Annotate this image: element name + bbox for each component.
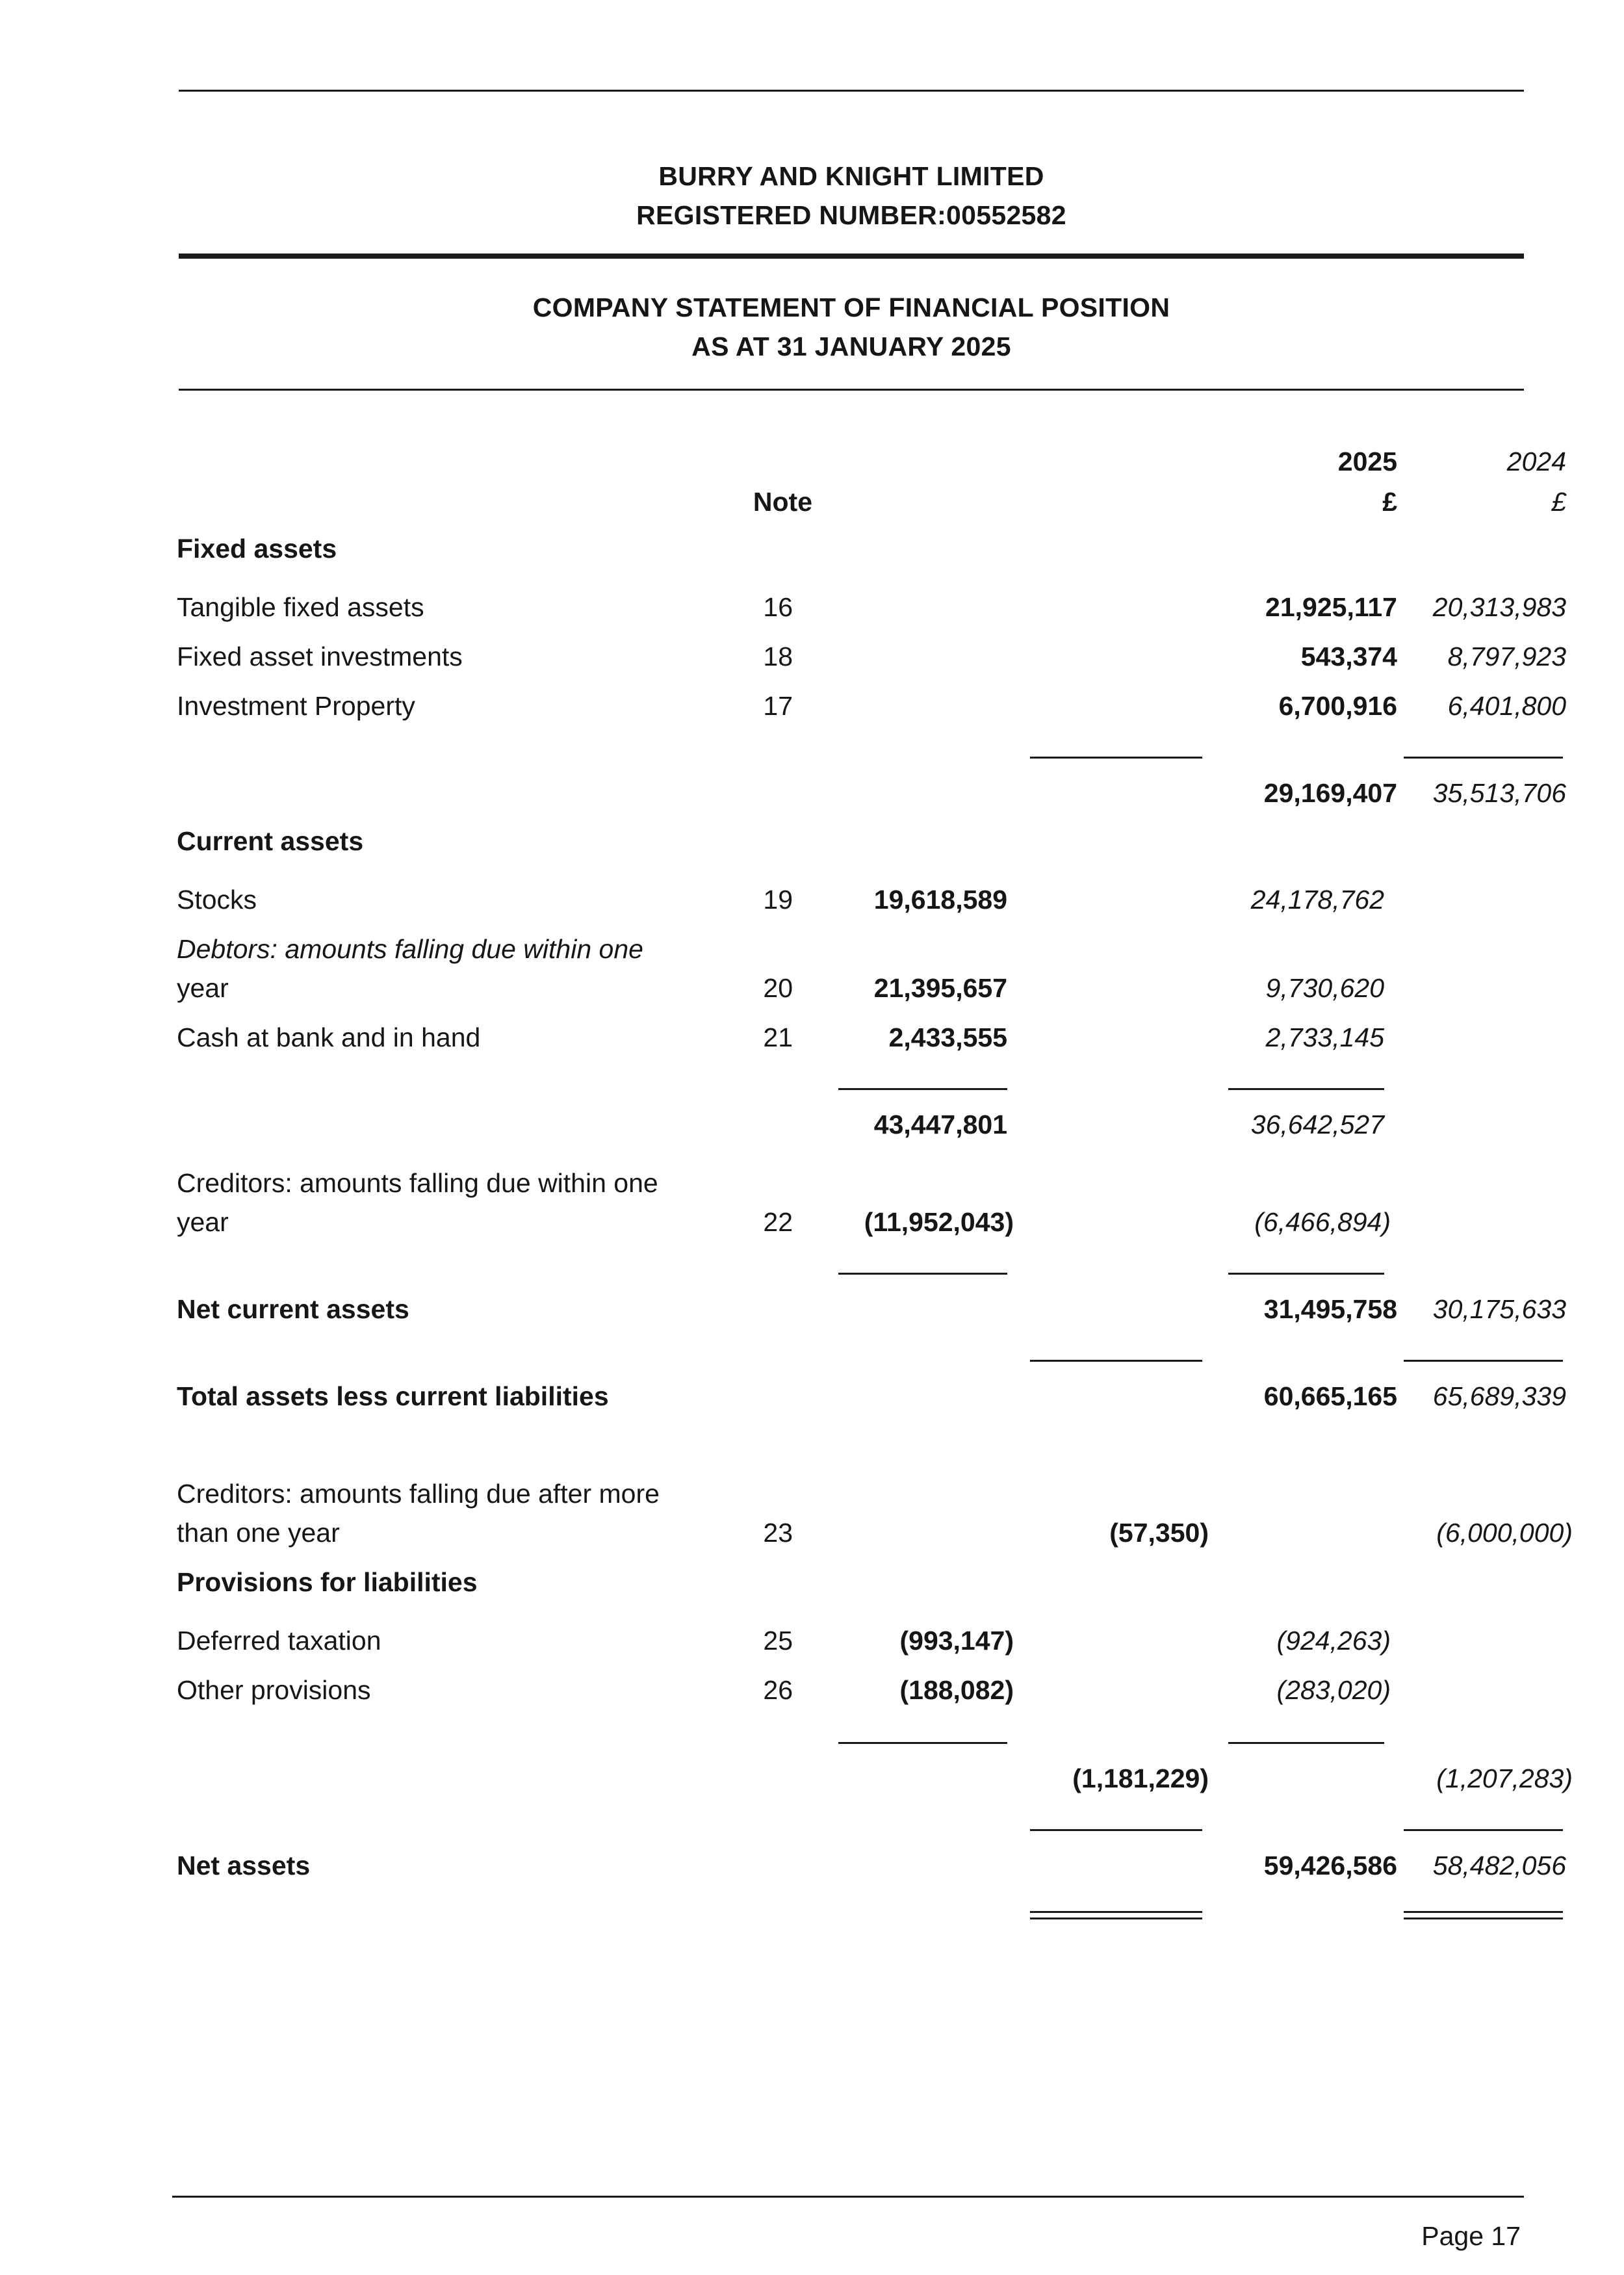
current-assets-underline-2025 bbox=[838, 1088, 1007, 1090]
stocks-note: 19 bbox=[763, 885, 793, 915]
creditors-within-2024: (6,466,894) bbox=[1254, 1207, 1391, 1237]
page-number: Page 17 bbox=[1421, 2221, 1521, 2251]
creditors-after-2025: (57,350) bbox=[1109, 1518, 1209, 1548]
creditors-after-note: 23 bbox=[763, 1518, 793, 1548]
investment-property-2025: 6,700,916 bbox=[1278, 691, 1397, 721]
net-current-assets-2025: 31,495,758 bbox=[1263, 1294, 1397, 1324]
current-assets-total-2025: 43,447,801 bbox=[873, 1110, 1007, 1139]
investment-property-2024: 6,401,800 bbox=[1447, 691, 1566, 721]
fixed-assets-total-2025: 29,169,407 bbox=[1263, 778, 1397, 808]
creditors-after-label-line2: than one year bbox=[177, 1518, 340, 1548]
statement-date: AS AT 31 JANUARY 2025 bbox=[691, 332, 1011, 361]
creditors-within-underline-2025 bbox=[838, 1273, 1007, 1275]
currency-prior: £ bbox=[1551, 487, 1566, 517]
tangible-fixed-assets-note: 16 bbox=[763, 592, 793, 622]
creditors-within-2025: (11,952,043) bbox=[864, 1207, 1014, 1237]
net-assets-double-underline-2024-b bbox=[1404, 1918, 1563, 1919]
net-assets-2025: 59,426,586 bbox=[1263, 1851, 1397, 1880]
other-provisions-2024: (283,020) bbox=[1276, 1675, 1391, 1705]
fixed-assets-heading: Fixed assets bbox=[177, 534, 337, 564]
stocks-2024: 24,178,762 bbox=[1250, 885, 1384, 915]
other-provisions-note: 26 bbox=[763, 1675, 793, 1705]
deferred-taxation-label: Deferred taxation bbox=[177, 1626, 381, 1656]
year-current-heading: 2025 bbox=[1337, 447, 1397, 476]
header-thick-rule bbox=[179, 254, 1524, 259]
footer-rule bbox=[172, 2196, 1524, 2198]
investment-property-note: 17 bbox=[763, 691, 793, 721]
tangible-fixed-assets-label: Tangible fixed assets bbox=[177, 592, 424, 622]
provisions-underline-2025 bbox=[838, 1742, 1007, 1744]
fixed-asset-investments-note: 18 bbox=[763, 642, 793, 671]
debtors-note: 20 bbox=[763, 973, 793, 1003]
provisions-total-2025: (1,181,229) bbox=[1072, 1763, 1209, 1793]
creditors-within-label-line2: year bbox=[177, 1207, 229, 1237]
cash-2024: 2,733,145 bbox=[1265, 1022, 1384, 1052]
fixed-assets-total-2024: 35,513,706 bbox=[1432, 778, 1566, 808]
debtors-label-line1: Debtors: amounts falling due within one bbox=[177, 934, 643, 964]
total-assets-less-cl-label: Total assets less current liabilities bbox=[177, 1381, 609, 1411]
creditors-within-underline-2024 bbox=[1228, 1273, 1384, 1275]
current-assets-heading: Current assets bbox=[177, 826, 364, 856]
net-assets-top-underline-2024 bbox=[1404, 1829, 1563, 1831]
net-assets-double-underline-2024-a bbox=[1404, 1911, 1563, 1913]
cash-2025: 2,433,555 bbox=[888, 1022, 1007, 1052]
currency-current: £ bbox=[1382, 487, 1397, 517]
year-prior-heading: 2024 bbox=[1506, 447, 1566, 476]
fixed-assets-underline-2025 bbox=[1030, 757, 1202, 759]
stocks-label: Stocks bbox=[177, 885, 257, 915]
registered-number: REGISTERED NUMBER:00552582 bbox=[636, 200, 1066, 230]
net-current-assets-label: Net current assets bbox=[177, 1294, 409, 1324]
net-current-underline-2025 bbox=[1030, 1360, 1202, 1362]
statement-title: COMPANY STATEMENT OF FINANCIAL POSITION bbox=[532, 292, 1170, 322]
provisions-heading: Provisions for liabilities bbox=[177, 1567, 478, 1597]
fixed-asset-investments-2024: 8,797,923 bbox=[1447, 642, 1566, 671]
debtors-2025: 21,395,657 bbox=[873, 973, 1007, 1003]
net-assets-label: Net assets bbox=[177, 1851, 311, 1880]
stocks-2025: 19,618,589 bbox=[873, 885, 1007, 915]
cash-note: 21 bbox=[763, 1022, 793, 1052]
net-assets-top-underline-2025 bbox=[1030, 1829, 1202, 1831]
tangible-fixed-assets-2024: 20,313,983 bbox=[1432, 592, 1566, 622]
deferred-taxation-2024: (924,263) bbox=[1276, 1626, 1391, 1656]
header-bottom-rule bbox=[179, 389, 1524, 391]
cash-label: Cash at bank and in hand bbox=[177, 1022, 481, 1052]
net-assets-double-underline-2025-b bbox=[1030, 1918, 1202, 1919]
net-assets-2024: 58,482,056 bbox=[1432, 1851, 1566, 1880]
other-provisions-2025: (188,082) bbox=[899, 1675, 1014, 1705]
other-provisions-label: Other provisions bbox=[177, 1675, 371, 1705]
investment-property-label: Investment Property bbox=[177, 691, 415, 721]
debtors-2024: 9,730,620 bbox=[1265, 973, 1384, 1003]
tangible-fixed-assets-2025: 21,925,117 bbox=[1265, 592, 1397, 622]
net-current-underline-2024 bbox=[1404, 1360, 1563, 1362]
current-assets-total-2024: 36,642,527 bbox=[1250, 1110, 1384, 1139]
creditors-within-note: 22 bbox=[763, 1207, 793, 1237]
net-assets-double-underline-2025-a bbox=[1030, 1911, 1202, 1913]
company-name: BURRY AND KNIGHT LIMITED bbox=[658, 161, 1044, 191]
top-rule bbox=[179, 90, 1524, 92]
note-heading: Note bbox=[753, 487, 812, 517]
fixed-asset-investments-label: Fixed asset investments bbox=[177, 642, 463, 671]
provisions-total-2024: (1,207,283) bbox=[1436, 1763, 1573, 1793]
deferred-taxation-note: 25 bbox=[763, 1626, 793, 1656]
fixed-assets-underline-2024 bbox=[1404, 757, 1563, 759]
fixed-asset-investments-2025: 543,374 bbox=[1300, 642, 1397, 671]
creditors-after-2024: (6,000,000) bbox=[1436, 1518, 1573, 1548]
net-current-assets-2024: 30,175,633 bbox=[1432, 1294, 1566, 1324]
creditors-after-label-line1: Creditors: amounts falling due after more bbox=[177, 1479, 660, 1509]
current-assets-underline-2024 bbox=[1228, 1088, 1384, 1090]
total-assets-less-cl-2025: 60,665,165 bbox=[1263, 1381, 1397, 1411]
debtors-label-line2: year bbox=[177, 973, 229, 1003]
provisions-underline-2024 bbox=[1228, 1742, 1384, 1744]
creditors-within-label-line1: Creditors: amounts falling due within one bbox=[177, 1168, 658, 1198]
total-assets-less-cl-2024: 65,689,339 bbox=[1432, 1381, 1566, 1411]
deferred-taxation-2025: (993,147) bbox=[899, 1626, 1014, 1656]
